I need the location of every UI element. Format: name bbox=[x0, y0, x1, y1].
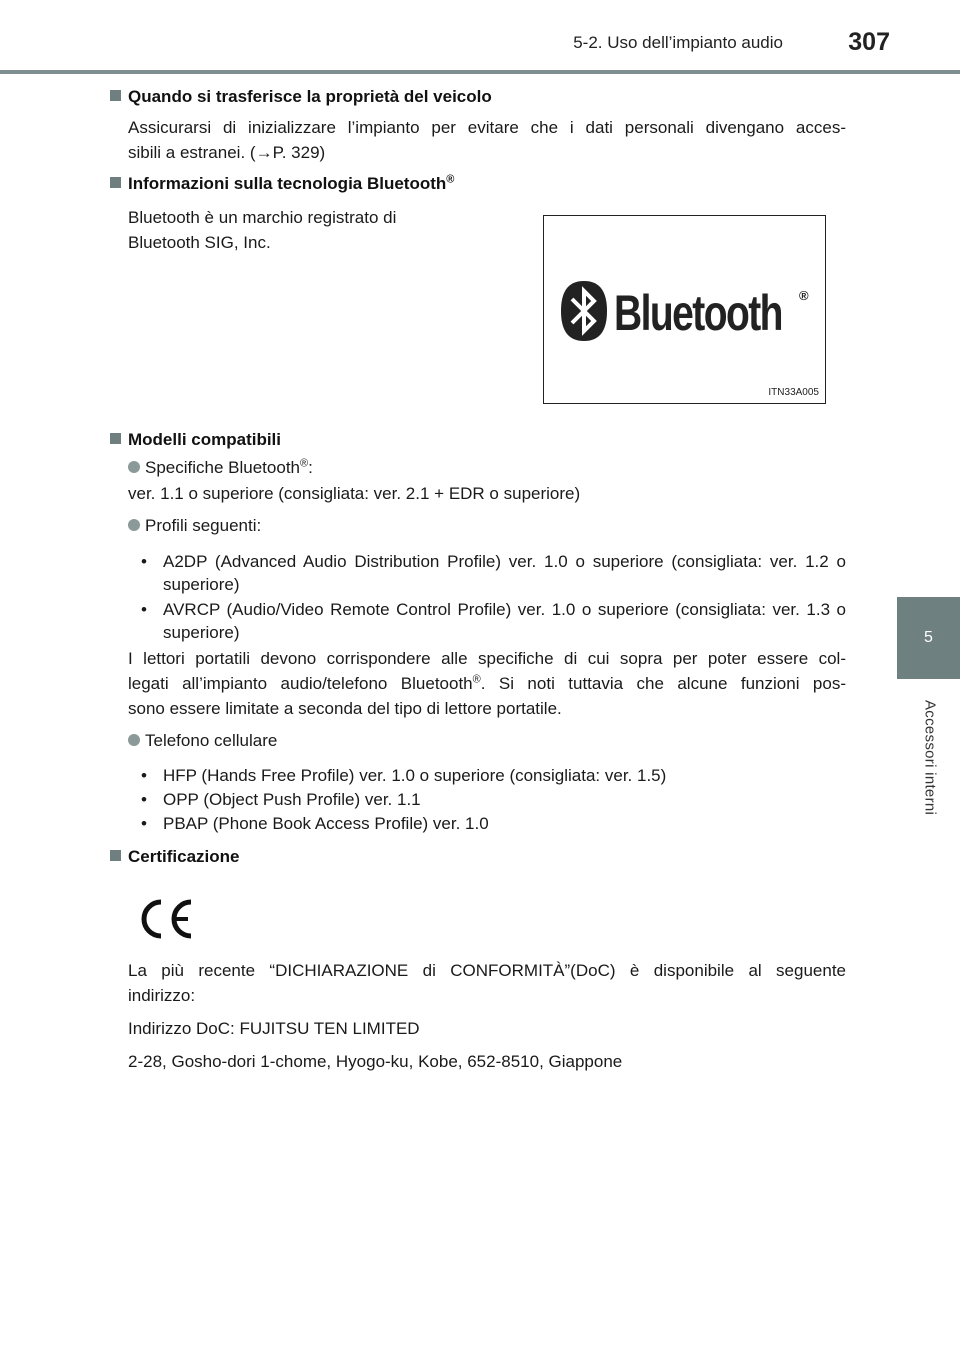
bluetooth-trademark-text bbox=[128, 205, 458, 255]
bullet-mark: • bbox=[141, 766, 147, 785]
phone-profile-text: OPP (Object Push Profile) ver. 1.1 bbox=[163, 790, 421, 809]
heading-transfer-text: Quando si trasferisce la proprietà del veicolo bbox=[128, 87, 492, 106]
phone-profile-item bbox=[141, 788, 846, 811]
circle-bullet-icon bbox=[128, 519, 140, 531]
bullet-mark: • bbox=[141, 814, 147, 833]
transfer-line-1: Assicurarsi di inizializzare l’impianto per evitare che i dati personali divengano acces- bbox=[128, 118, 846, 137]
trademark-line-2: Bluetooth SIG, Inc. bbox=[128, 233, 271, 252]
circle-bullet-icon bbox=[128, 461, 140, 473]
transfer-text: sibili a estranei. ( bbox=[128, 143, 256, 162]
profiles-label: Profili seguenti: bbox=[145, 516, 262, 535]
note-line-2b: . Si noti tuttavia che alcune funzioni pos- bbox=[480, 674, 846, 693]
bluetooth-logo-word: Bluetooth bbox=[614, 285, 782, 341]
registered-mark: ® bbox=[472, 673, 481, 686]
profile-item bbox=[141, 598, 846, 644]
heading-certification-text: Certificazione bbox=[128, 847, 240, 866]
transfer-paragraph bbox=[128, 115, 846, 165]
bullet-phone bbox=[128, 731, 277, 751]
heading-certification bbox=[110, 847, 239, 867]
phone-profile-item bbox=[141, 764, 846, 787]
profile-text: AVRCP (Audio/Video Remote Control Profile) ver. 1.0 o superiore (consigliata: ver. 1.3 o superiore) bbox=[163, 600, 846, 642]
bullet-profiles bbox=[128, 516, 261, 536]
phone-label: Telefono cellulare bbox=[145, 731, 278, 750]
heading-bluetooth-info-text bbox=[128, 174, 454, 194]
heading-compatible-models-text: Modelli compatibili bbox=[128, 430, 282, 449]
bluetooth-logo-figure bbox=[543, 215, 826, 404]
note-line-2 bbox=[128, 671, 846, 696]
heading-compatible-models bbox=[110, 430, 281, 450]
cert-line-1: La più recente “DICHIARAZIONE di CONFORMITÀ”(DoC) è disponibile al seguente bbox=[128, 961, 846, 980]
page-reference-link[interactable]: P. 329) bbox=[272, 143, 326, 162]
portable-player-note bbox=[128, 646, 846, 721]
chapter-tab bbox=[897, 597, 960, 679]
heading-bluetooth-info bbox=[110, 174, 454, 194]
chapter-title: Accessori interni bbox=[921, 700, 939, 816]
arrow-right-icon: → bbox=[255, 143, 273, 162]
bullet-spec bbox=[128, 458, 313, 478]
registered-mark: ® bbox=[446, 173, 455, 186]
profile-text: A2DP (Advanced Audio Distribution Profile) ver. 1.0 o superiore (consigliata: ver. 1.2 o superiore) bbox=[163, 552, 846, 594]
doc-address-street: 2-28, Gosho-dori 1-chome, Hyogo-ku, Kobe, 652-8510, Giappone bbox=[128, 1052, 623, 1071]
doc-address-name: Indirizzo DoC: FUJITSU TEN LIMITED bbox=[128, 1019, 420, 1038]
bullet-mark: • bbox=[141, 790, 147, 809]
cert-line-2: indirizzo: bbox=[128, 986, 196, 1005]
spec-label bbox=[145, 458, 313, 478]
square-bullet-icon bbox=[110, 177, 121, 188]
bullet-mark: • bbox=[141, 600, 147, 619]
ce-mark-icon bbox=[133, 897, 195, 941]
heading-bluetooth-info-title: Informazioni sulla tecnologia Bluetooth bbox=[128, 174, 447, 193]
note-line-3: sono essere limitate a seconda del tipo di lettore portatile. bbox=[128, 699, 562, 718]
logo-registered-mark: ® bbox=[799, 288, 809, 303]
certification-text bbox=[128, 958, 846, 1008]
profile-item bbox=[141, 550, 846, 596]
transfer-line-2 bbox=[128, 140, 846, 165]
registered-mark: ® bbox=[300, 457, 309, 470]
spec-colon: : bbox=[308, 458, 313, 477]
header-section-title: 5-2. Uso dell’impianto audio bbox=[573, 33, 783, 52]
phone-profile-text: PBAP (Phone Book Access Profile) ver. 1.0 bbox=[163, 814, 489, 833]
trademark-line-1: Bluetooth è un marchio registrato di bbox=[128, 208, 397, 227]
spec-label-text: Specifiche Bluetooth bbox=[145, 458, 300, 477]
header-divider bbox=[0, 70, 960, 74]
phone-profile-text: HFP (Hands Free Profile) ver. 1.0 o superiore (consigliata: ver. 1.5) bbox=[163, 766, 667, 785]
bluetooth-icon bbox=[559, 280, 609, 342]
circle-bullet-icon bbox=[128, 734, 140, 746]
page-number: 307 bbox=[848, 28, 890, 56]
note-line-1: I lettori portatili devono corrispondere alle specifiche di cui sopra per poter essere col- bbox=[128, 649, 846, 668]
chapter-number: 5 bbox=[924, 629, 933, 646]
chapter-title-vertical bbox=[900, 700, 960, 900]
figure-code: ITN33A005 bbox=[768, 387, 819, 398]
square-bullet-icon bbox=[110, 90, 121, 101]
heading-transfer bbox=[110, 87, 492, 107]
bullet-mark: • bbox=[141, 552, 147, 571]
phone-profile-item bbox=[141, 812, 846, 835]
spec-detail: ver. 1.1 o superiore (consigliata: ver. 2.1 + EDR o superiore) bbox=[128, 484, 581, 503]
note-line-2a: legati all’impianto audio/telefono Bluetooth bbox=[128, 674, 473, 693]
square-bullet-icon bbox=[110, 850, 121, 861]
square-bullet-icon bbox=[110, 433, 121, 444]
